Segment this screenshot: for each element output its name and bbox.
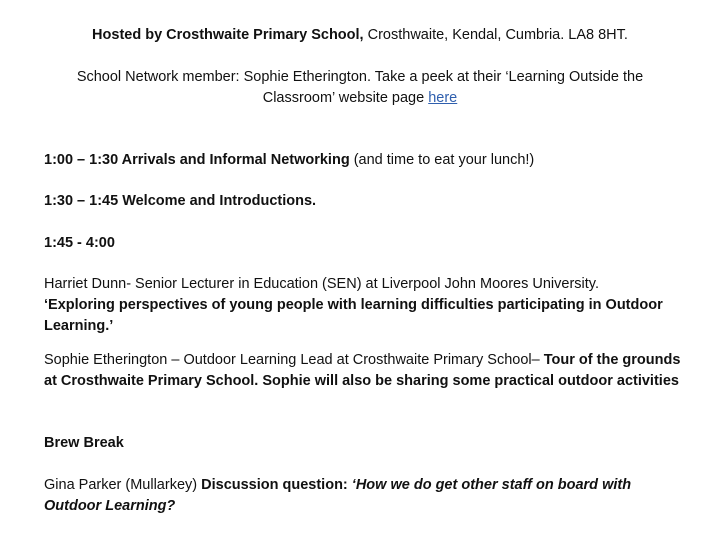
cropped-title-underline xyxy=(0,0,720,1)
welcome-item: 1:30 – 1:45 Welcome and Introductions. xyxy=(44,193,317,209)
arrivals-time-title: 1:00 – 1:30 Arrivals and Informal Networking xyxy=(44,152,350,168)
gina-question: ‘How we do get other staff on board with Outdoor Learning? xyxy=(44,477,632,514)
network-member-line xyxy=(40,67,680,109)
website-link[interactable]: here xyxy=(428,90,458,106)
harriet-talk-title: ‘Exploring perspectives of young people with learning difficulties participating in Outdoor Learning.’ xyxy=(44,297,663,334)
session-time: 1:45 - 4:00 xyxy=(44,235,115,251)
sophie-role: Sophie Etherington – Outdoor Learning Lead at Crosthwaite Primary School– xyxy=(44,352,544,368)
gina-name: Gina Parker (Mullarkey) xyxy=(44,477,202,493)
arrivals-item xyxy=(44,150,684,171)
host-line xyxy=(40,25,680,46)
gina-item xyxy=(44,475,684,517)
brew-break: Brew Break xyxy=(44,435,124,451)
network-text: School Network member: Sophie Etherington. Take a peek at their ‘Learning Outside the Classroom’ website page xyxy=(76,69,644,106)
harriet-item xyxy=(44,274,684,337)
host-name: Hosted by Crosthwaite Primary School, xyxy=(92,27,364,43)
harriet-role: Harriet Dunn- Senior Lecturer in Education (SEN) at Liverpool John Moores University. xyxy=(44,276,600,292)
sophie-activity: Tour of the grounds at Crosthwaite Primary School. Sophie will also be sharing some practical outdoor activities xyxy=(44,352,681,389)
gina-label: Discussion question: xyxy=(201,477,352,493)
arrivals-note: (and time to eat your lunch!) xyxy=(349,152,535,168)
host-address: Crosthwaite, Kendal, Cumbria. LA8 8HT. xyxy=(363,27,628,43)
sophie-item xyxy=(44,350,684,392)
